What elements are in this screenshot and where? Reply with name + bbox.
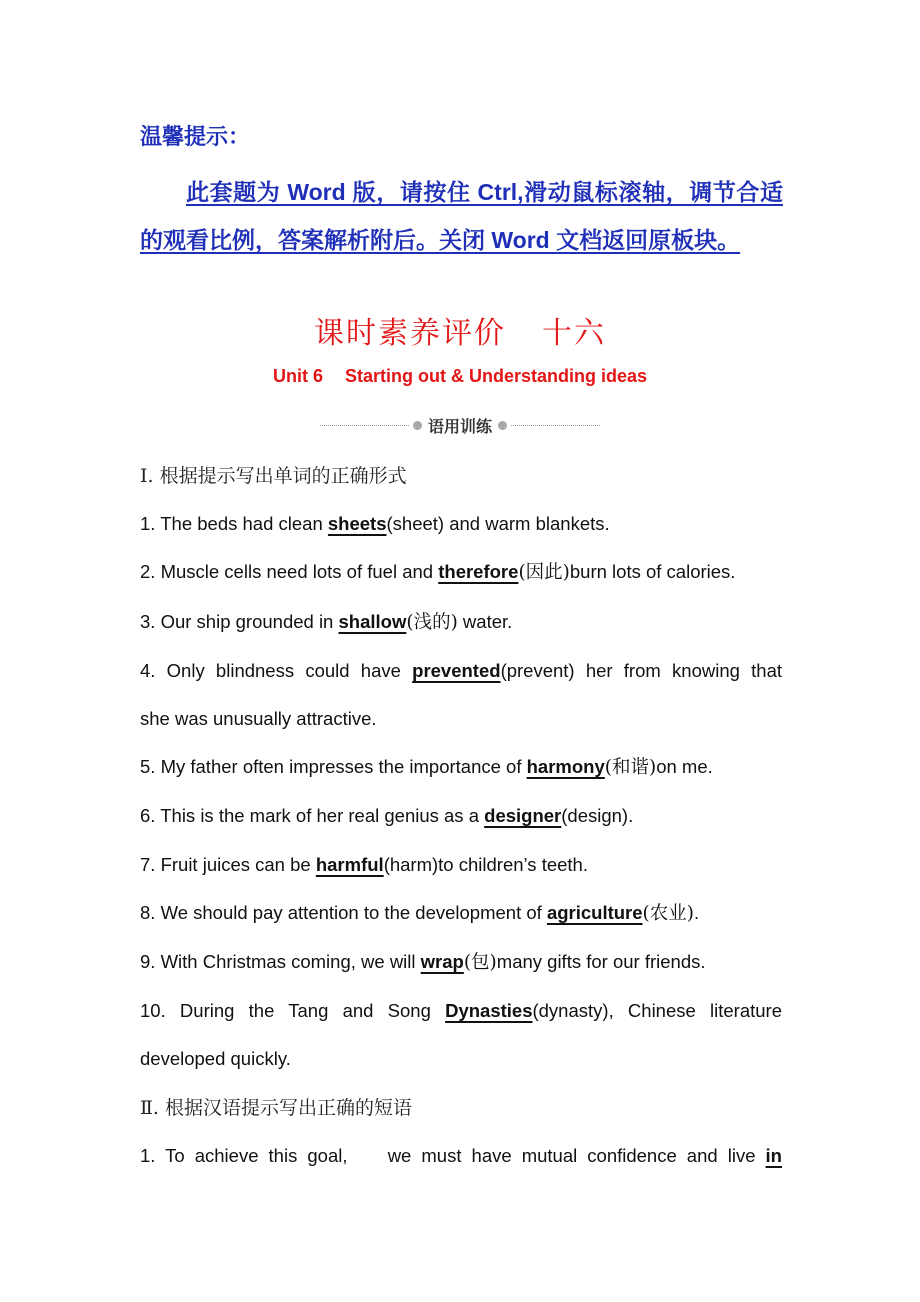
exercise-item: 6. This is the mark of her real genius as a designer(design). (140, 805, 634, 827)
exercise-item: 3. Our ship grounded in shallow(浅的) water. (140, 610, 513, 633)
tip-body (140, 168, 783, 264)
unit-topic: Starting out & Understanding ideas (344, 366, 648, 386)
answer-word: wrap (420, 951, 464, 973)
part1-heading: Ⅰ. 根据提示写出单词的正确形式 (140, 465, 407, 487)
exercise-item: 2. Muscle cells need lots of fuel and therefore(因此)burn lots of calories. (140, 561, 736, 584)
answer-word: harmful (315, 853, 384, 875)
lesson-title-main: 课时素养评价 (314, 316, 506, 351)
section-banner (320, 414, 600, 436)
answer-word: harmony (526, 756, 605, 778)
lesson-title (0, 308, 920, 352)
answer-word: agriculture (546, 901, 643, 923)
answer-word: shallow (338, 610, 407, 632)
answer-word: sheets (327, 513, 387, 535)
exercise-item-continuation: developed quickly. (140, 1048, 291, 1070)
section-banner-label: 语用训练 (428, 418, 493, 436)
exercise-item: 10. During the Tang and Song Dynasties(dynasty), Chinese literature (140, 1000, 782, 1022)
exercise-item: 4. Only blindness could have prevented(prevent) her from knowing that (140, 659, 782, 681)
exercise-item: 8. We should pay attention to the development of agriculture(农业). (140, 901, 700, 924)
tip-body-text: 此套题为 Word 版，请按住 Ctrl,滑动鼠标滚轴，调节合适的观看比例，答案解析附后。关闭 Word 文档返回原板块。 (140, 179, 783, 253)
answer-word: designer (484, 805, 562, 827)
answer-word: in (765, 1144, 782, 1166)
unit-title (0, 366, 920, 387)
exercise-item: 5. My father often impresses the importance of harmony(和谐)on me. (140, 756, 713, 779)
tip-title: 温馨提示： (140, 124, 251, 149)
exercise-item: 1. The beds had clean sheets(sheet) and warm blankets. (140, 513, 610, 535)
lesson-title-number: 十六 (542, 316, 606, 351)
answer-word: therefore (438, 561, 519, 583)
exercise-item: 1. To achieve this goal, we must have mutual confidence and live in (140, 1144, 782, 1166)
banner-divider-left (320, 425, 409, 426)
bullet-icon (413, 421, 422, 430)
exercise-item: 9. With Christmas coming, we will wrap(包)many gifts for our friends. (140, 951, 706, 974)
banner-divider-right (511, 425, 600, 426)
unit-label: Unit 6 (272, 366, 323, 386)
exercise-content (140, 452, 782, 1180)
answer-word: prevented (412, 659, 501, 681)
bullet-icon (498, 421, 507, 430)
part2-heading: Ⅱ. 根据汉语提示写出正确的短语 (140, 1096, 412, 1119)
exercise-item: 7. Fruit juices can be harmful(harm)to children’s teeth. (140, 853, 588, 875)
exercise-item-continuation: she was unusually attractive. (140, 708, 377, 730)
answer-word: Dynasties (445, 1000, 533, 1022)
